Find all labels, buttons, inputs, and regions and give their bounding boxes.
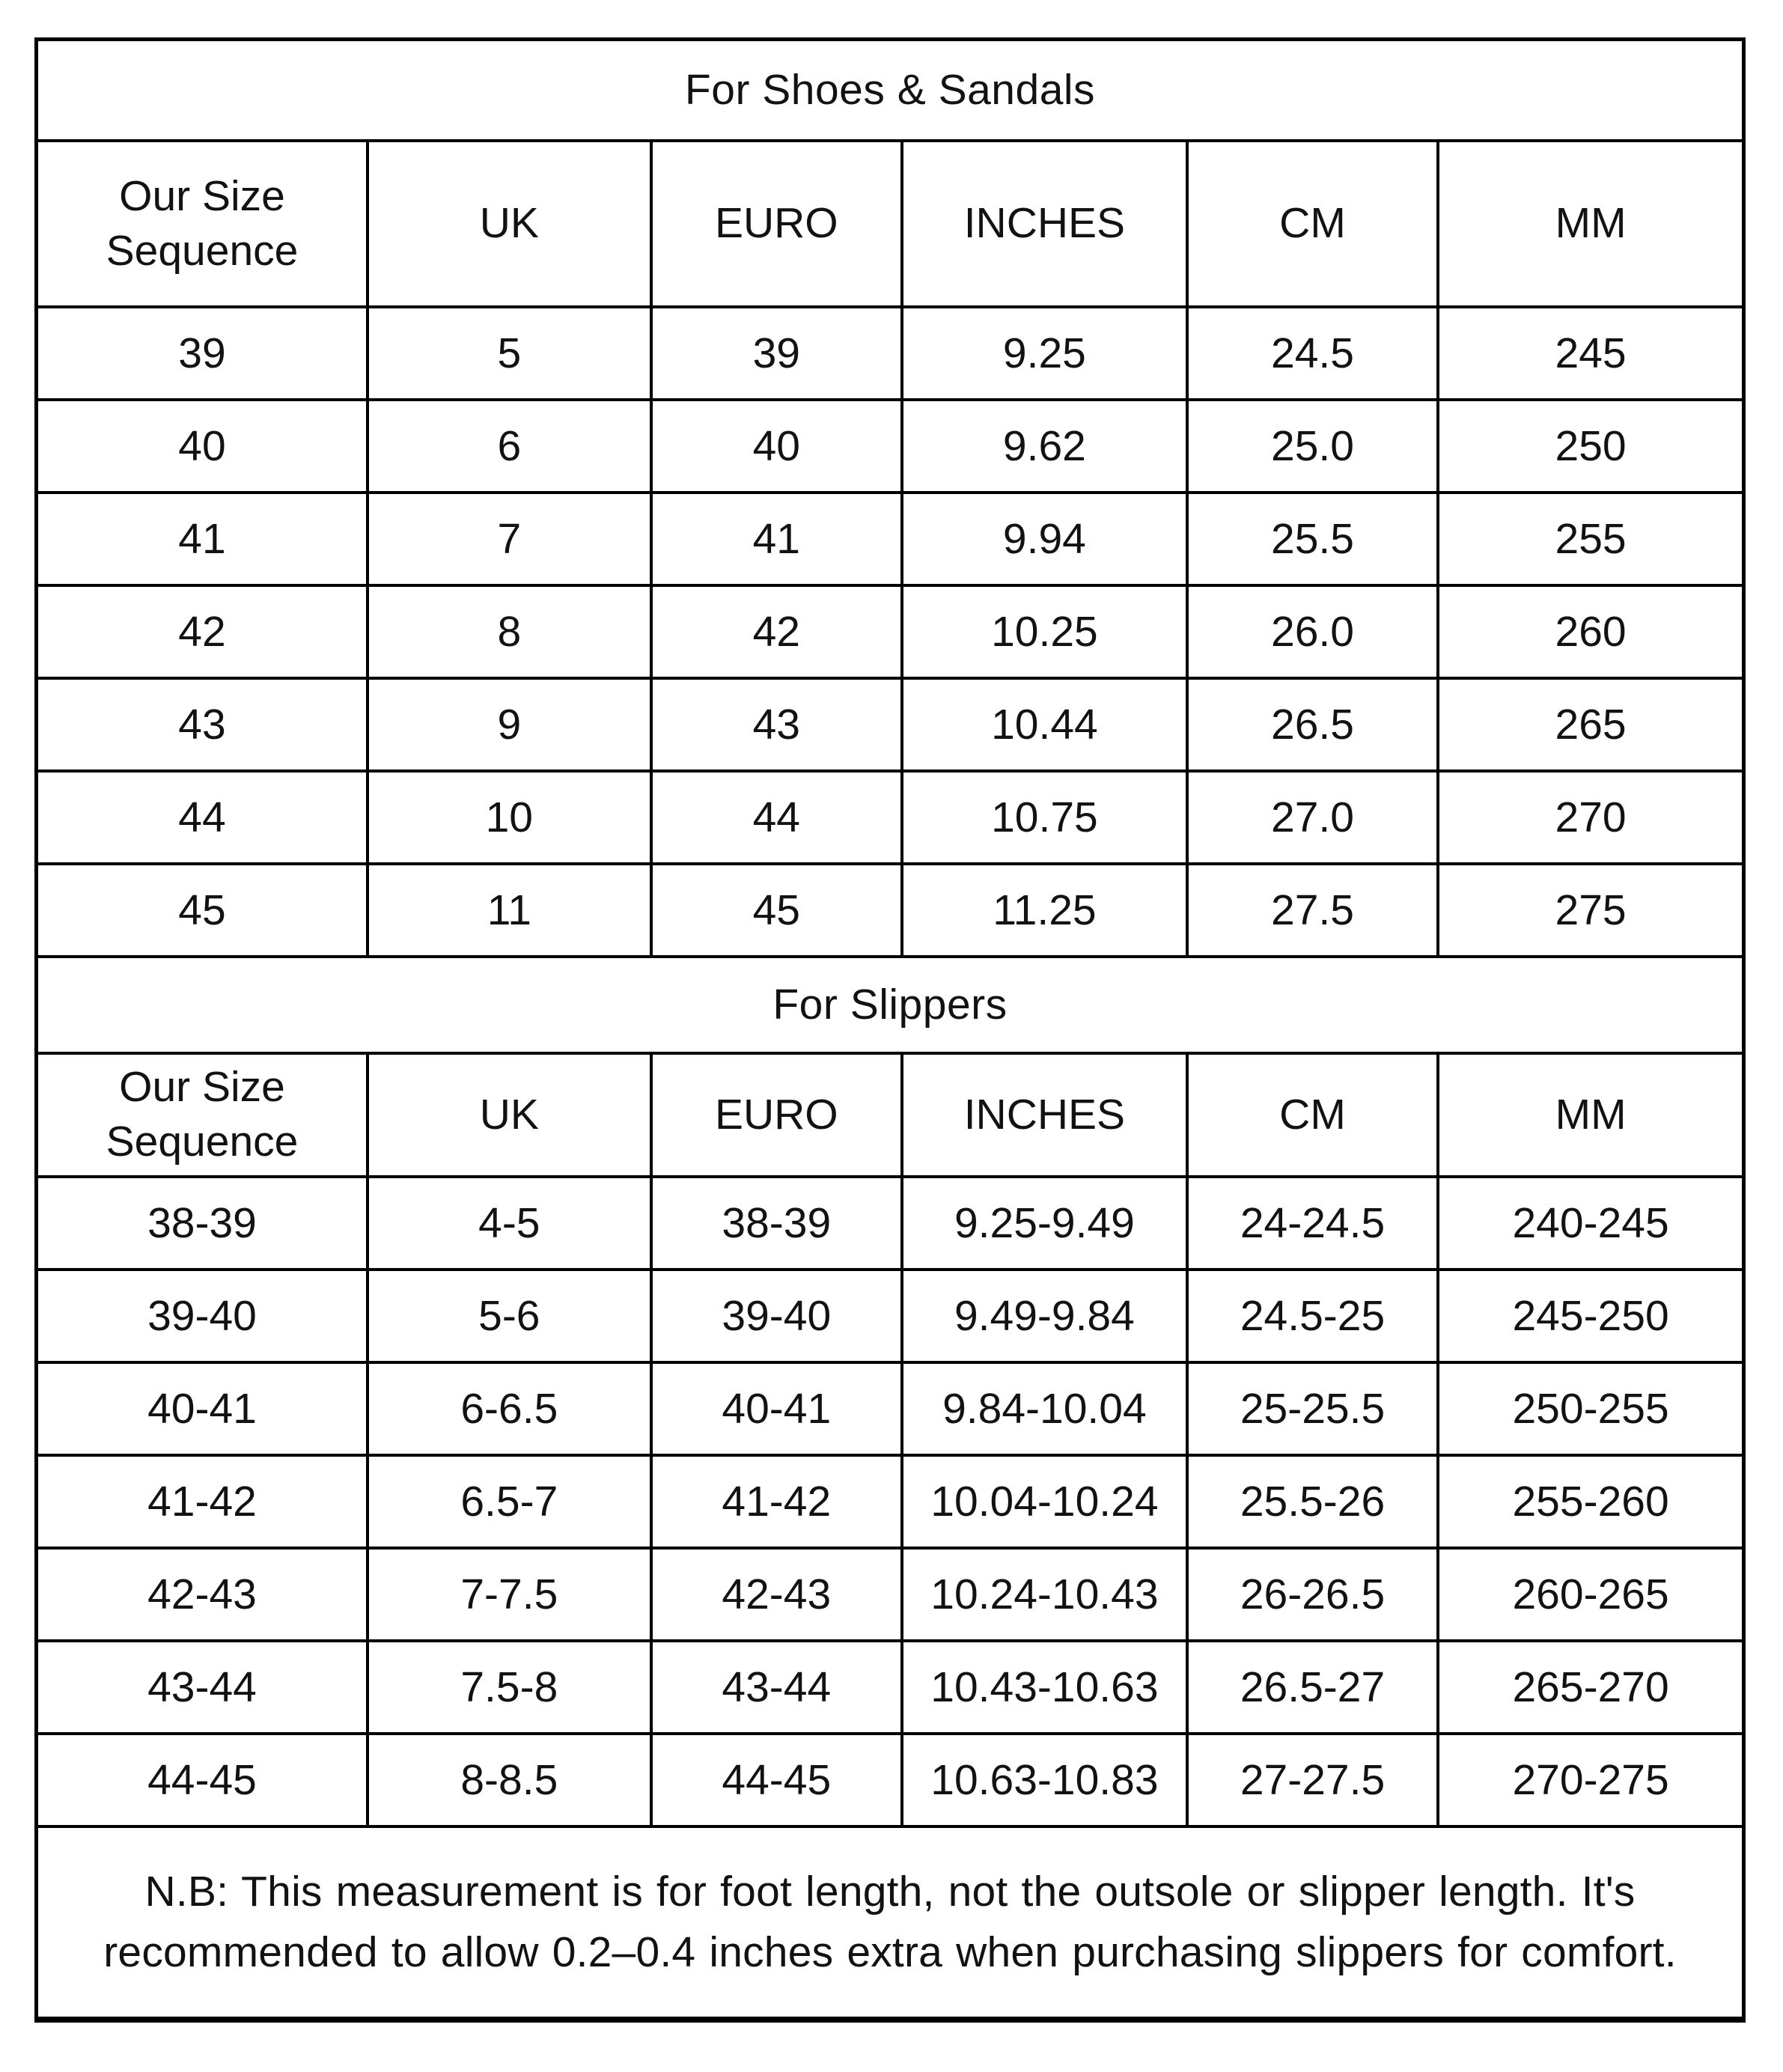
table-cell: 43-44 bbox=[37, 1641, 368, 1734]
table-cell: 275 bbox=[1438, 864, 1743, 957]
table-cell: 6 bbox=[368, 400, 651, 493]
slippers-header-inches: INCHES bbox=[902, 1053, 1187, 1177]
table-cell: 270-275 bbox=[1438, 1734, 1743, 1826]
table-cell: 10 bbox=[368, 771, 651, 864]
table-cell: 42-43 bbox=[651, 1548, 902, 1641]
table-cell: 245 bbox=[1438, 307, 1743, 400]
slippers-section-title-row bbox=[37, 957, 1744, 1053]
footnote-row bbox=[37, 1826, 1744, 2020]
table-cell: 24.5 bbox=[1187, 307, 1438, 400]
slippers-header-uk: UK bbox=[368, 1053, 651, 1177]
table-cell: 42 bbox=[37, 585, 368, 678]
table-cell: 25.5-26 bbox=[1187, 1455, 1438, 1548]
table-cell: 26-26.5 bbox=[1187, 1548, 1438, 1641]
slippers-header-size-sequence: Our Size Sequence bbox=[37, 1053, 368, 1177]
table-cell: 24-24.5 bbox=[1187, 1177, 1438, 1270]
table-cell: 11.25 bbox=[902, 864, 1187, 957]
table-cell: 44-45 bbox=[37, 1734, 368, 1826]
table-cell: 40-41 bbox=[651, 1362, 902, 1455]
table-cell: 38-39 bbox=[651, 1177, 902, 1270]
table-cell: 270 bbox=[1438, 771, 1743, 864]
table-cell: 39 bbox=[651, 307, 902, 400]
shoes-header-inches: INCHES bbox=[902, 141, 1187, 307]
table-cell: 9.84-10.04 bbox=[902, 1362, 1187, 1455]
table-cell: 10.63-10.83 bbox=[902, 1734, 1187, 1826]
shoes-header-euro: EURO bbox=[651, 141, 902, 307]
table-cell: 10.44 bbox=[902, 678, 1187, 771]
table-cell: 25.0 bbox=[1187, 400, 1438, 493]
table-cell: 41-42 bbox=[651, 1455, 902, 1548]
table-cell: 41 bbox=[37, 493, 368, 585]
table-cell: 38-39 bbox=[37, 1177, 368, 1270]
table-cell: 9.94 bbox=[902, 493, 1187, 585]
shoes-table-row bbox=[37, 585, 1744, 678]
shoes-header-mm: MM bbox=[1438, 141, 1743, 307]
table-cell: 24.5-25 bbox=[1187, 1270, 1438, 1362]
table-cell: 260-265 bbox=[1438, 1548, 1743, 1641]
table-cell: 27.5 bbox=[1187, 864, 1438, 957]
table-cell: 26.5 bbox=[1187, 678, 1438, 771]
table-cell: 9.25-9.49 bbox=[902, 1177, 1187, 1270]
table-cell: 40 bbox=[651, 400, 902, 493]
shoes-header-uk: UK bbox=[368, 141, 651, 307]
table-cell: 8-8.5 bbox=[368, 1734, 651, 1826]
table-cell: 41-42 bbox=[37, 1455, 368, 1548]
table-cell: 6.5-7 bbox=[368, 1455, 651, 1548]
table-cell: 25-25.5 bbox=[1187, 1362, 1438, 1455]
table-cell: 5 bbox=[368, 307, 651, 400]
table-cell: 10.24-10.43 bbox=[902, 1548, 1187, 1641]
table-cell: 39-40 bbox=[37, 1270, 368, 1362]
table-cell: 11 bbox=[368, 864, 651, 957]
slippers-header-mm: MM bbox=[1438, 1053, 1743, 1177]
table-cell: 6-6.5 bbox=[368, 1362, 651, 1455]
table-cell: 7.5-8 bbox=[368, 1641, 651, 1734]
table-cell: 240-245 bbox=[1438, 1177, 1743, 1270]
shoes-table-row bbox=[37, 771, 1744, 864]
table-cell: 265-270 bbox=[1438, 1641, 1743, 1734]
table-cell: 44 bbox=[651, 771, 902, 864]
slippers-table-row bbox=[37, 1455, 1744, 1548]
shoes-table-row bbox=[37, 307, 1744, 400]
table-cell: 44 bbox=[37, 771, 368, 864]
table-cell: 250-255 bbox=[1438, 1362, 1743, 1455]
shoes-header-size-sequence: Our Size Sequence bbox=[37, 141, 368, 307]
table-cell: 250 bbox=[1438, 400, 1743, 493]
table-cell: 40-41 bbox=[37, 1362, 368, 1455]
table-cell: 5-6 bbox=[368, 1270, 651, 1362]
table-cell: 10.75 bbox=[902, 771, 1187, 864]
table-cell: 10.43-10.63 bbox=[902, 1641, 1187, 1734]
slippers-header-cm: CM bbox=[1187, 1053, 1438, 1177]
slippers-table-row bbox=[37, 1641, 1744, 1734]
shoes-table-row bbox=[37, 400, 1744, 493]
table-cell: 39 bbox=[37, 307, 368, 400]
table-cell: 43-44 bbox=[651, 1641, 902, 1734]
table-cell: 9.25 bbox=[902, 307, 1187, 400]
table-cell: 8 bbox=[368, 585, 651, 678]
slippers-section-title: For Slippers bbox=[37, 957, 1744, 1053]
table-cell: 27.0 bbox=[1187, 771, 1438, 864]
table-cell: 26.5-27 bbox=[1187, 1641, 1438, 1734]
shoes-table-row bbox=[37, 678, 1744, 771]
size-conversion-table bbox=[34, 37, 1746, 2023]
table-cell: 255 bbox=[1438, 493, 1743, 585]
table-cell: 265 bbox=[1438, 678, 1743, 771]
table-cell: 40 bbox=[37, 400, 368, 493]
table-cell: 42 bbox=[651, 585, 902, 678]
table-cell: 9.49-9.84 bbox=[902, 1270, 1187, 1362]
table-cell: 10.04-10.24 bbox=[902, 1455, 1187, 1548]
table-cell: 4-5 bbox=[368, 1177, 651, 1270]
table-cell: 42-43 bbox=[37, 1548, 368, 1641]
slippers-table-row bbox=[37, 1362, 1744, 1455]
slippers-header-row bbox=[37, 1053, 1744, 1177]
table-cell: 39-40 bbox=[651, 1270, 902, 1362]
table-cell: 25.5 bbox=[1187, 493, 1438, 585]
table-cell: 26.0 bbox=[1187, 585, 1438, 678]
table-cell: 43 bbox=[37, 678, 368, 771]
table-cell: 45 bbox=[37, 864, 368, 957]
shoes-header-cm: CM bbox=[1187, 141, 1438, 307]
table-cell: 44-45 bbox=[651, 1734, 902, 1826]
shoes-header-row bbox=[37, 141, 1744, 307]
slippers-table-row bbox=[37, 1548, 1744, 1641]
table-cell: 7 bbox=[368, 493, 651, 585]
table-cell: 41 bbox=[651, 493, 902, 585]
table-cell: 260 bbox=[1438, 585, 1743, 678]
slippers-header-euro: EURO bbox=[651, 1053, 902, 1177]
table-cell: 245-250 bbox=[1438, 1270, 1743, 1362]
table-cell: 7-7.5 bbox=[368, 1548, 651, 1641]
table-cell: 27-27.5 bbox=[1187, 1734, 1438, 1826]
table-cell: 10.25 bbox=[902, 585, 1187, 678]
shoes-section-title-row bbox=[37, 40, 1744, 141]
shoes-table-row bbox=[37, 864, 1744, 957]
table-cell: 9 bbox=[368, 678, 651, 771]
shoes-section-title: For Shoes & Sandals bbox=[37, 40, 1744, 141]
table-cell: 9.62 bbox=[902, 400, 1187, 493]
table-cell: 45 bbox=[651, 864, 902, 957]
slippers-table-row bbox=[37, 1734, 1744, 1826]
footnote-text: N.B: This measurement is for foot length, not the outsole or slipper length. It's recommended to allow 0.2–0.4 inches extra when purchasing slippers for comfort. bbox=[37, 1826, 1744, 2020]
slippers-table-row bbox=[37, 1270, 1744, 1362]
slippers-table-row bbox=[37, 1177, 1744, 1270]
table-cell: 255-260 bbox=[1438, 1455, 1743, 1548]
table-cell: 43 bbox=[651, 678, 902, 771]
shoes-table-row bbox=[37, 493, 1744, 585]
